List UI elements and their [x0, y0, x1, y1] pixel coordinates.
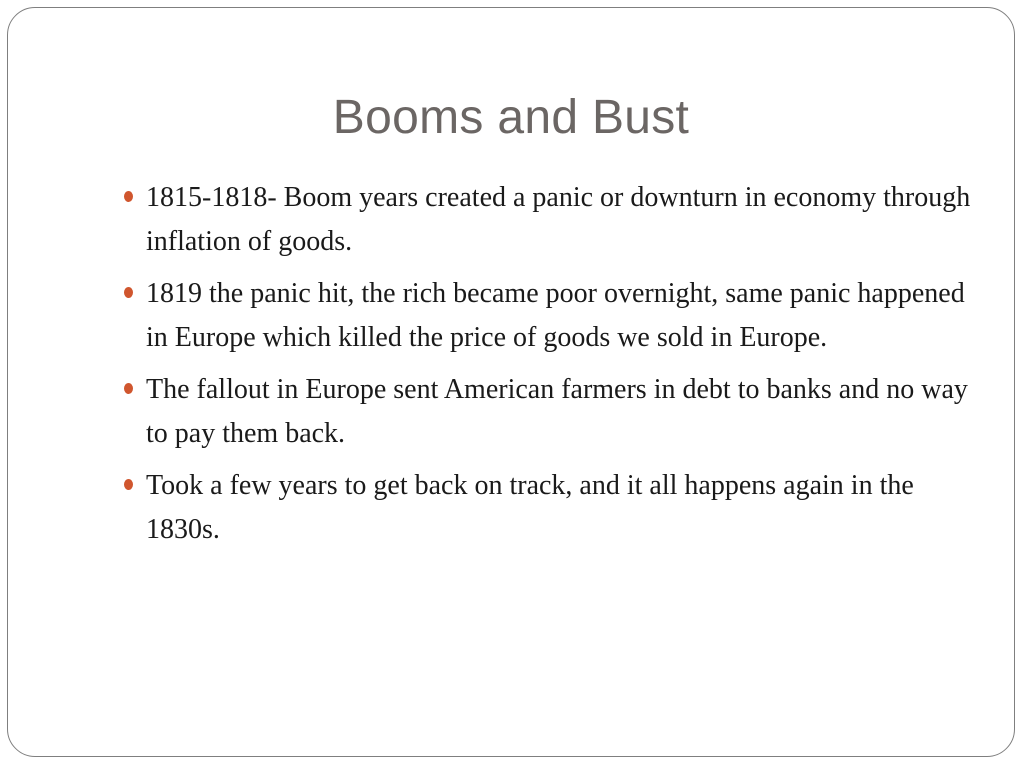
bullet-item — [118, 176, 978, 264]
slide-title: Booms and Bust — [332, 91, 690, 144]
bullet-text: 1815-1818- Boom years created a panic or downturn in economy through inflation of goods. — [146, 182, 971, 257]
bullet-text: 1819 the panic hit, the rich became poor overnight, same panic happened in Europe which killed the price of goods we sold in Europe. — [146, 278, 965, 353]
slide — [7, 7, 1015, 757]
bullet-item — [118, 272, 978, 360]
bullet-item — [118, 368, 978, 456]
bullet-text: Took a few years to get back on track, and it all happens again in the 1830s. — [146, 470, 914, 545]
bullet-dot-icon — [124, 287, 133, 298]
bullet-dot-icon — [124, 479, 133, 490]
bullet-dot-icon — [124, 383, 133, 394]
bullet-dot-icon — [124, 191, 133, 202]
bullet-list — [118, 176, 978, 560]
bullet-text: The fallout in Europe sent American farmers in debt to banks and no way to pay them back. — [146, 374, 968, 449]
bullet-item — [118, 464, 978, 552]
